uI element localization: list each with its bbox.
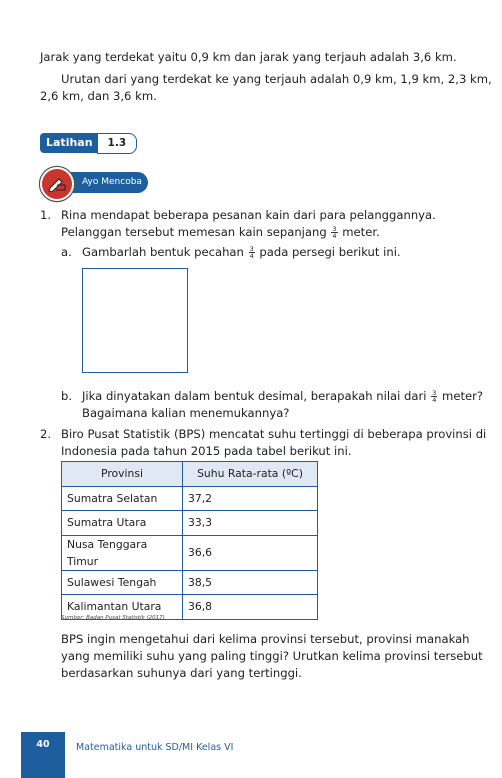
temperature-cell: 37,2 xyxy=(183,486,318,511)
latihan-number: 1.3 xyxy=(97,133,138,154)
q1a-text: Gambarlah bentuk pecahan $\frac{3}{4}$ pada persegi berikut ini. xyxy=(82,245,401,260)
temperature-cell: 36,8 xyxy=(183,595,318,620)
q2-after-1: BPS ingin mengetahui dari kelima provinsi tersebut, provinsi manakah xyxy=(61,632,470,646)
table-row xyxy=(62,486,318,511)
intro-line-1: Jarak yang terdekat yaitu 0,9 km dan jarak yang terjauh adalah 3,6 km. xyxy=(40,50,457,64)
province-cell: Sumatra Utara xyxy=(62,511,183,536)
latihan-badge xyxy=(40,132,137,154)
province-cell: Nusa Tenggara Timur xyxy=(62,535,183,570)
q1-line-1: Rina mendapat beberapa pesanan kain dari para pelanggannya. xyxy=(61,208,436,222)
q1-line-2-pre: Pelanggan tersebut memesan kain sepanjang xyxy=(61,225,327,239)
q1b-label: b. xyxy=(61,389,73,403)
table-row xyxy=(62,511,318,536)
province-cell: Kalimantan Utara xyxy=(62,595,183,620)
fraction-three-quarters: $\frac{3}{4}$ xyxy=(249,245,254,260)
temperature-cell: 33,3 xyxy=(183,511,318,536)
fraction-three-quarters: $\frac{3}{4}$ xyxy=(332,225,337,240)
header-suhu: Suhu Rata-rata (ºC) xyxy=(183,462,318,487)
ayo-mencoba-label: Ayo Mencoba xyxy=(56,172,148,193)
q2-after-2: yang memiliki suhu yang paling tinggi? Urutkan kelima provinsi tersebut xyxy=(61,649,483,663)
temperature-table xyxy=(61,461,318,620)
q1-number: 1. xyxy=(40,208,52,222)
q1b-line-2: Bagaimana kalian menemukannya? xyxy=(82,406,290,420)
intro-line-3: 2,6 km, dan 3,6 km. xyxy=(40,89,157,103)
intro-line-2: Urutan dari yang terdekat ke yang terjauh adalah 0,9 km, 1,9 km, 2,3 km, xyxy=(61,72,492,86)
province-cell: Sulawesi Tengah xyxy=(62,570,183,595)
footer-book-title: Matematika untuk SD/MI Kelas VI xyxy=(76,742,234,753)
temperature-cell: 36,6 xyxy=(183,535,318,570)
q2-line-2: Indonesia pada tahun 2015 pada tabel berikut ini. xyxy=(61,444,352,458)
drawing-square xyxy=(82,268,188,373)
q2-after-3: berdasarkan suhunya dari yang tertinggi. xyxy=(61,666,302,680)
table-row xyxy=(62,535,318,570)
temperature-cell: 38,5 xyxy=(183,570,318,595)
q1b-line-1: Jika dinyatakan dalam bentuk desimal, berapakah nilai dari $\frac{3}{4}$ meter? xyxy=(82,389,484,404)
q1-line-2 xyxy=(61,224,380,241)
pencil-hand-icon xyxy=(40,167,74,201)
page-number: 40 xyxy=(21,732,65,778)
latihan-label: Latihan xyxy=(40,133,99,153)
province-cell: Sumatra Selatan xyxy=(62,486,183,511)
q2-line-1: Biro Pusat Statistik (BPS) mencatat suhu tertinggi di beberapa provinsi di xyxy=(61,427,487,441)
table-header-row xyxy=(62,462,318,487)
q2-number: 2. xyxy=(40,427,52,441)
header-provinsi: Provinsi xyxy=(62,462,183,487)
table-row xyxy=(62,570,318,595)
q1a-label: a. xyxy=(61,245,72,259)
q1-line-2-post: meter. xyxy=(342,225,380,239)
fraction-three-quarters: $\frac{3}{4}$ xyxy=(432,389,437,404)
table-source: Sumber: Badan Pusat Statistik (2017) xyxy=(61,615,165,621)
